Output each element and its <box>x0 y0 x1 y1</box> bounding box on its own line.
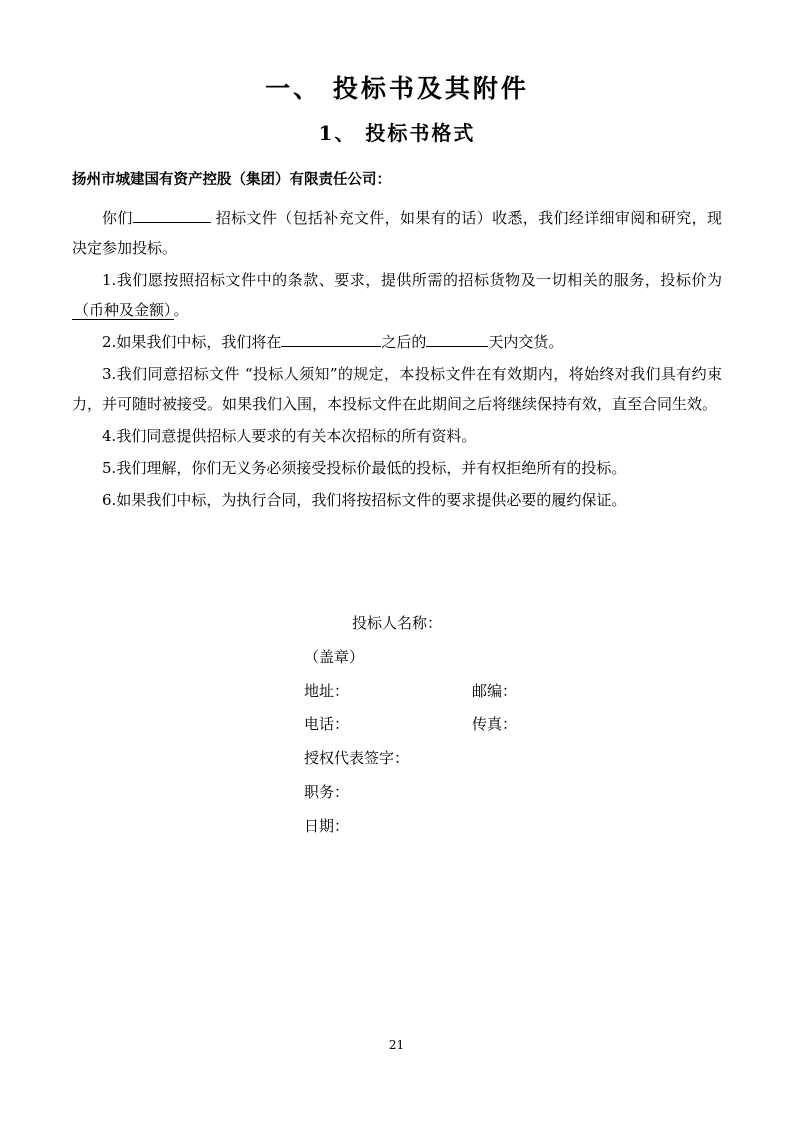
clause-2-segment-2: 之后的 <box>381 333 427 352</box>
intro-text-before: 你们 <box>102 209 133 228</box>
delivery-days-blank[interactable] <box>426 346 488 347</box>
clause-3-text: 我们同意招标文件 “投标人须知”的规定，本投标文件在有效期内，将始终对我们具有约束力，并可随时被接受。如果我们入围，本投标文件在此期间之后将继续保持有效，直至合同生效。 <box>72 365 722 414</box>
clause-2-segment-1: 如果我们中标，我们将在 <box>116 333 282 352</box>
clause-1-number: 1. <box>102 271 117 290</box>
signature-block <box>72 607 722 843</box>
bidder-name-row <box>352 607 722 641</box>
seal-label: （盖章） <box>304 647 365 666</box>
position-row <box>304 776 722 810</box>
clause-item-1 <box>72 265 722 325</box>
date-label: 日期： <box>304 816 350 835</box>
addressee-line: 扬州市城建国有资产控股（集团）有限责任公司： <box>72 170 391 188</box>
clause-2-number: 2. <box>102 333 117 352</box>
address-label: 地址： <box>304 681 350 700</box>
date-row <box>304 810 722 844</box>
clause-3-number: 3. <box>102 365 117 384</box>
clause-5-text: 我们理解，你们无义务必须接受投标价最低的投标，并有权拒绝所有的投标。 <box>116 459 627 478</box>
authorized-signature-row <box>304 742 722 776</box>
address-postcode-row <box>304 675 722 709</box>
phone-fax-row <box>304 708 722 742</box>
authorized-signature-label: 授权代表签字： <box>304 749 410 768</box>
fax-label: 传真： <box>472 715 518 734</box>
intro-blank-field[interactable] <box>133 222 211 223</box>
delivery-date-blank[interactable] <box>281 346 381 347</box>
clause-2-segment-3: 天内交货。 <box>488 333 564 352</box>
page-title: 一、 投标书及其附件 <box>265 74 529 103</box>
clause-item-5 <box>72 453 722 483</box>
clause-5-number: 5. <box>102 459 117 478</box>
seal-row <box>304 641 722 675</box>
clause-4-number: 4. <box>102 427 117 446</box>
intro-paragraph <box>72 203 722 263</box>
phone-label: 电话： <box>304 715 350 734</box>
clause-item-2 <box>72 327 722 357</box>
page-number: 21 <box>388 1038 405 1052</box>
clause-1-text-after: 。 <box>173 301 189 320</box>
clause-6-number: 6. <box>102 491 117 510</box>
clause-1-underlined: （币种及金额） <box>74 301 172 320</box>
clause-item-6 <box>72 485 722 515</box>
page-subtitle: 1、 投标书格式 <box>318 120 476 145</box>
clause-1-text-before: 我们愿按照招标文件中的条款、要求，提供所需的招标货物及一切相关的服务，投标价为 <box>116 271 722 290</box>
clause-6-text: 如果我们中标，为执行合同，我们将按招标文件的要求提供必要的履约保证。 <box>116 491 627 510</box>
clause-item-4 <box>72 421 722 451</box>
bidder-name-label: 投标人名称： <box>352 614 443 633</box>
intro-text-after: 招标文件（包括补充文件，如果有的话）收悉，我们经详细审阅和研究，现决定参加投标。 <box>72 209 722 258</box>
document-body <box>72 70 722 843</box>
clause-item-3 <box>72 359 722 419</box>
position-label: 职务： <box>304 782 350 801</box>
clause-4-text: 我们同意提供招标人要求的有关本次招标的所有资料。 <box>116 427 477 446</box>
postcode-label: 邮编： <box>472 681 518 700</box>
